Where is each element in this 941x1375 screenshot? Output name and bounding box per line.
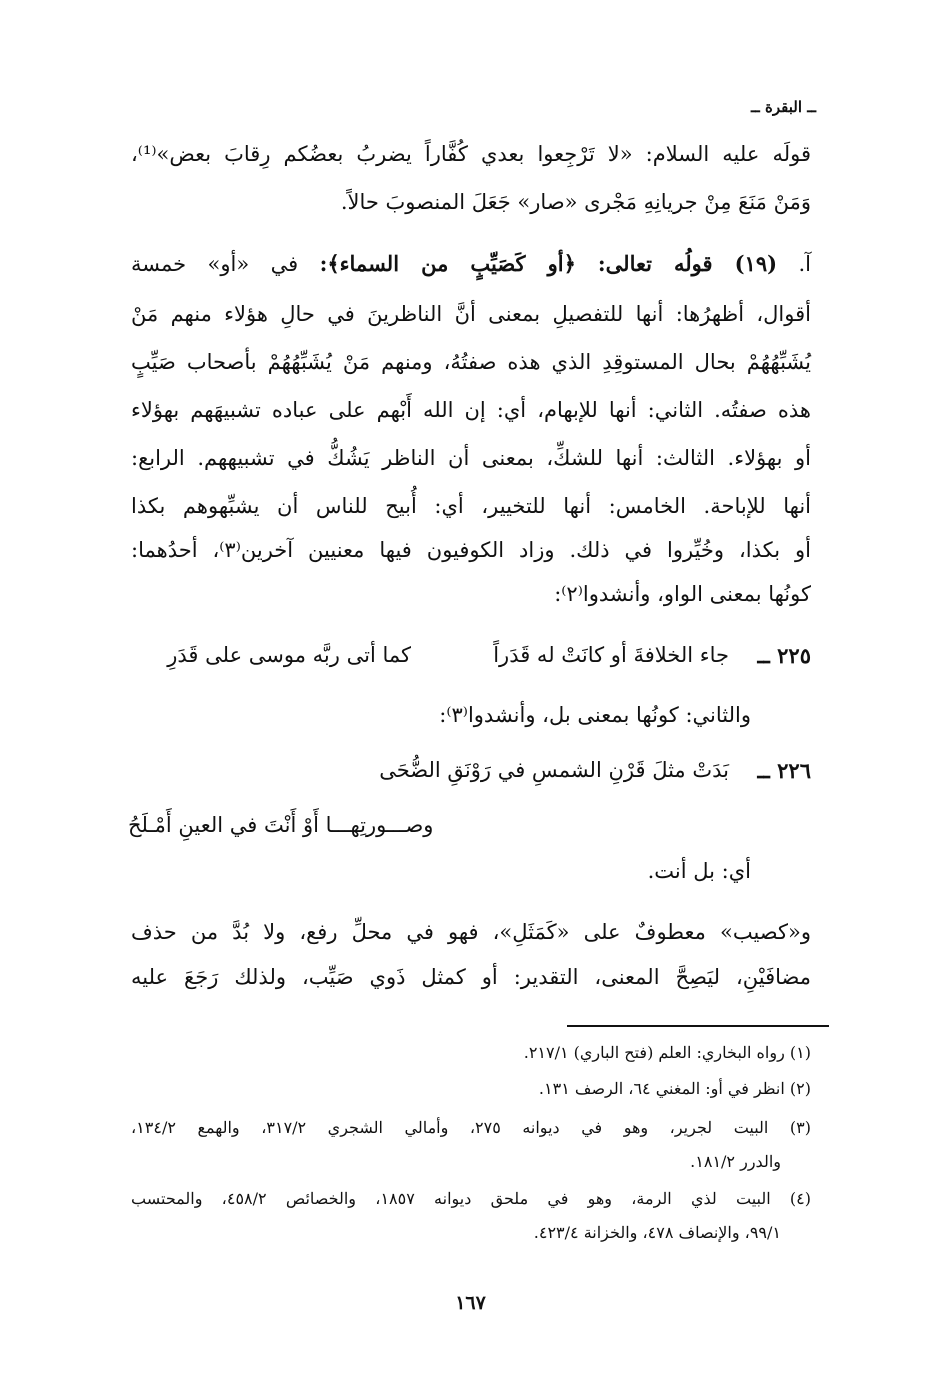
text-line: وَمَنْ مَنَعَ مِنْ جريانِهِ مَجْرى «صار» جَعَلَ المنصوبَ حالاً.	[340, 190, 811, 214]
verse-hemistich: وصـــورتِهـــا أَوْ أَنْتَ في العينِ أَمْـلَحُ	[128, 813, 434, 837]
text-line: كونُها بمعنى الواو، وأنشدوا⁽٢⁾:	[554, 582, 811, 606]
text-line: أو بهؤلاء. الثالث: أنها للشكِّ، بمعنى أن الناظر يَشُكُّ في تشبيههم. الرابع:	[131, 446, 811, 470]
verse-hemistich: كما أتى ربَّه موسى على قَدَرِ	[167, 643, 411, 667]
text-line: أي: بل أنت.	[647, 859, 751, 883]
footnote-continuation: ٩٩/١، والإنصاف ٤٧٨، والخزانة ٤٢٣/٤.	[533, 1223, 781, 1242]
footnote-rule	[567, 1025, 829, 1027]
footnote: (٣) البيت لجرير، وهو في ديوانه ٢٧٥، وأمالي الشجري ٣١٧/٢، والهمع ١٣٤/٢،	[131, 1118, 811, 1137]
verse-number: ٢٢٦ ــ	[757, 758, 811, 783]
verse-heading: (١٩) قولُه تعالى: ﴿أو كَصَيِّبٍ من السماء﴾:	[319, 251, 778, 276]
text-line: مضافَيْنِ، ليَصِحَّ المعنى، التقدير: أو كمثل ذَوي صَيِّب، ولذلك رَجَعَ عليه	[131, 965, 811, 989]
text-line: قولَه عليه السلام: «لا تَرْجِعوا بعدي كُفَّاراً يضربُ بعضُكم رِقابَ بعض»⁽¹⁾،	[131, 142, 811, 166]
text-line: والثاني: كونُها بمعنى بل، وأنشدوا⁽٣⁾:	[439, 703, 751, 727]
text-line: و«كصيب» معطوفٌ على «كَمَثَلِ»، فهو في محلِّ رفع، ولا بُدَّ من حذف	[131, 920, 811, 944]
text-line: أقوال، أظهرُها: أنها للتفصيلِ بمعنى أنَّ الناظرينَ في حالِ هؤلاء منهم مَنْ	[131, 302, 811, 326]
footnote: (٢) انظر في أو: المغني ٦٤، الرصف ١٣١.	[538, 1079, 811, 1098]
footnote-continuation: والدرر ١٨١/٢.	[690, 1152, 781, 1171]
footnote: (٤) البيت لذي الرمة، وهو في ملحق ديوانه ١٨٥٧، والخصائص ٤٥٨/٢، والمحتسب	[131, 1189, 812, 1208]
footnote: (١) رواه البخاري: العلم (فتح الباري) ٢١٧/١.	[523, 1043, 811, 1062]
section-marker: آ.	[798, 252, 811, 276]
section-heading-line	[131, 251, 811, 277]
verse-hemistich: بَدَتْ مثلَ قَرْنِ الشمسِ في رَوْنَقِ الضُّحَى	[379, 758, 729, 782]
text-fragment: في «أو» خمسة	[131, 252, 299, 276]
verse-hemistich: جاء الخلافةَ أو كانَتْ له قَدَراً	[493, 643, 729, 667]
running-header: ــ البقرة ــ	[750, 98, 816, 116]
text-line: يُشَبِّهُهُمْ بحال المستوقِدِ الذي هذه صفتُهُ، ومنهم مَنْ يُشَبِّهُهُمْ بأصحاب صَيِّبٍ	[131, 350, 811, 374]
page-number: ١٦٧	[455, 1292, 486, 1314]
verse-number: ٢٢٥ ــ	[757, 643, 811, 668]
text-line: هذه صفتُه. الثاني: أنها للإبهام، أي: إن الله أَبْهم على عباده تشبيهَهم بهؤلاء	[131, 398, 811, 422]
text-line: أنها للإباحة. الخامس: أنها للتخيير، أي: أُبيح للناس أن يشبِّهوهم بكذا	[131, 494, 811, 518]
text-line: أو بكذا، وخُيِّروا في ذلك. وزاد الكوفيون فيها معنيين آخرين⁽٣⁾، أحدُهما:	[131, 538, 811, 562]
